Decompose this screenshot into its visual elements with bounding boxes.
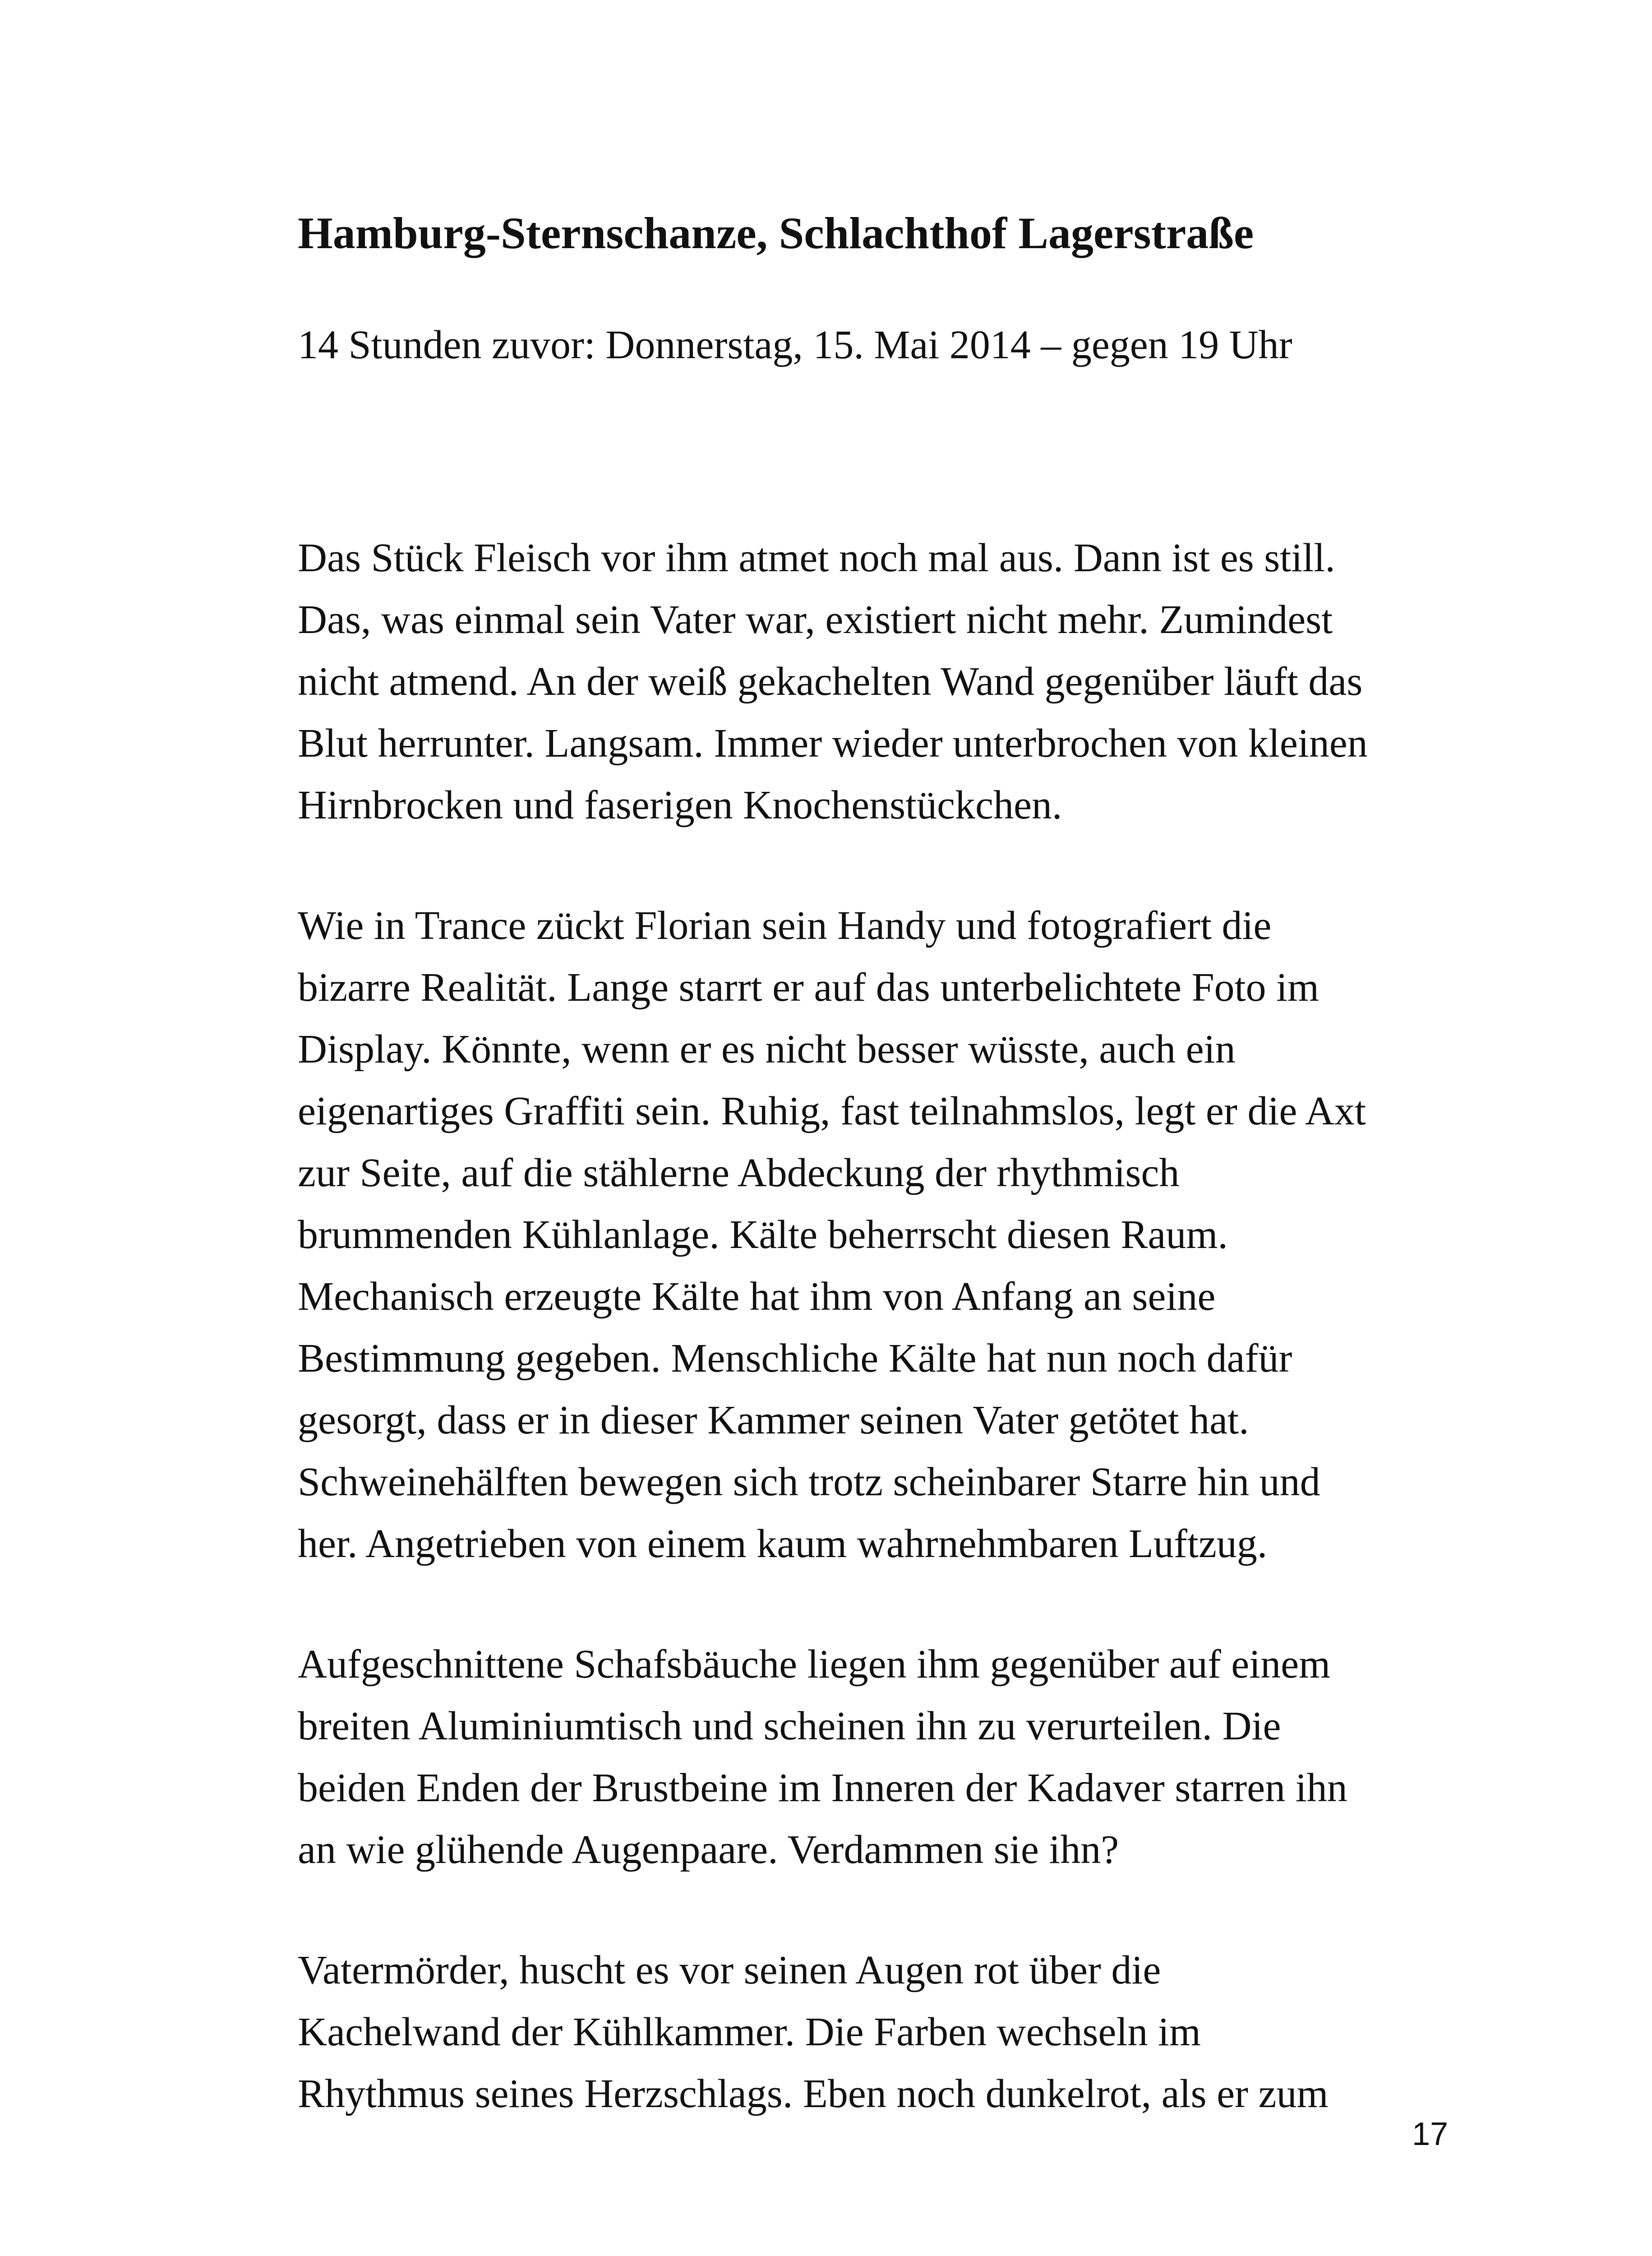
- body-text: [298, 527, 1507, 2183]
- text-line: an wie glühende Augenpaare. Verdammen sie ihn?: [298, 1827, 1119, 1872]
- text-line: Das Stück Fleisch vor ihm atmet noch mal aus. Dann ist es still.: [298, 536, 1335, 580]
- text-line: Bestimmung gegeben. Menschliche Kälte hat nun noch dafür: [298, 1336, 1292, 1381]
- text-line: Kachelwand der Kühlkammer. Die Farben wechseln im: [298, 2010, 1201, 2054]
- text-line: Mechanisch erzeugte Kälte hat ihm von Anfang an seine: [298, 1274, 1216, 1319]
- text-line: her. Angetrieben von einem kaum wahrnehmbaren Luftzug.: [298, 1521, 1268, 1566]
- text-line: Blut herrunter. Langsam. Immer wieder unterbrochen von kleinen: [298, 721, 1368, 766]
- text-line: zur Seite, auf die stählerne Abdeckung der rhythmisch: [298, 1151, 1180, 1195]
- paragraph: [298, 1633, 1507, 1881]
- page-number: 17: [1412, 2116, 1449, 2152]
- text-line: Vatermörder, huscht es vor seinen Augen rot über die: [298, 1948, 1161, 1992]
- text-line: eigenartiges Graffiti sein. Ruhig, fast teilnahmslos, legt er die Axt: [298, 1089, 1366, 1133]
- text-line: Wie in Trance zückt Florian sein Handy und fotografiert die: [298, 903, 1272, 948]
- text-line: Hirnbrocken und faserigen Knochenstückchen.: [298, 783, 1062, 828]
- paragraph: [298, 895, 1507, 1575]
- paragraph: [298, 1939, 1507, 2125]
- text-line: Schweinehälften bewegen sich trotz scheinbarer Starre hin und: [298, 1460, 1320, 1504]
- text-line: breiten Aluminiumtisch und scheinen ihn zu verurteilen. Die: [298, 1704, 1281, 1748]
- text-line: bizarre Realität. Lange starrt er auf das unterbelichtete Foto im: [298, 965, 1320, 1010]
- text-line: brummenden Kühlanlage. Kälte beherrscht diesen Raum.: [298, 1212, 1228, 1257]
- text-line: Aufgeschnittene Schafsbäuche liegen ihm gegenüber auf einem: [298, 1642, 1331, 1687]
- text-line: nicht atmend. An der weiß gekachelten Wand gegenüber läuft das: [298, 659, 1363, 704]
- paragraph: [298, 527, 1507, 836]
- text-line: Rhythmus seines Herzschlags. Eben noch dunkelrot, als er zum: [298, 2071, 1329, 2116]
- text-line: gesorgt, dass er in dieser Kammer seinen Vater getötet hat.: [298, 1398, 1249, 1442]
- text-line: Display. Könnte, wenn er es nicht besser wüsste, auch ein: [298, 1027, 1236, 1072]
- chapter-heading: Hamburg-Sternschanze, Schlachthof Lagerstraße: [298, 208, 1254, 258]
- chapter-subheading: 14 Stunden zuvor: Donnerstag, 15. Mai 2014 – gegen 19 Uhr: [298, 323, 1292, 367]
- text-line: Das, was einmal sein Vater war, existiert nicht mehr. Zumindest: [298, 597, 1333, 642]
- text-line: beiden Enden der Brustbeine im Inneren der Kadaver starren ihn: [298, 1766, 1347, 1810]
